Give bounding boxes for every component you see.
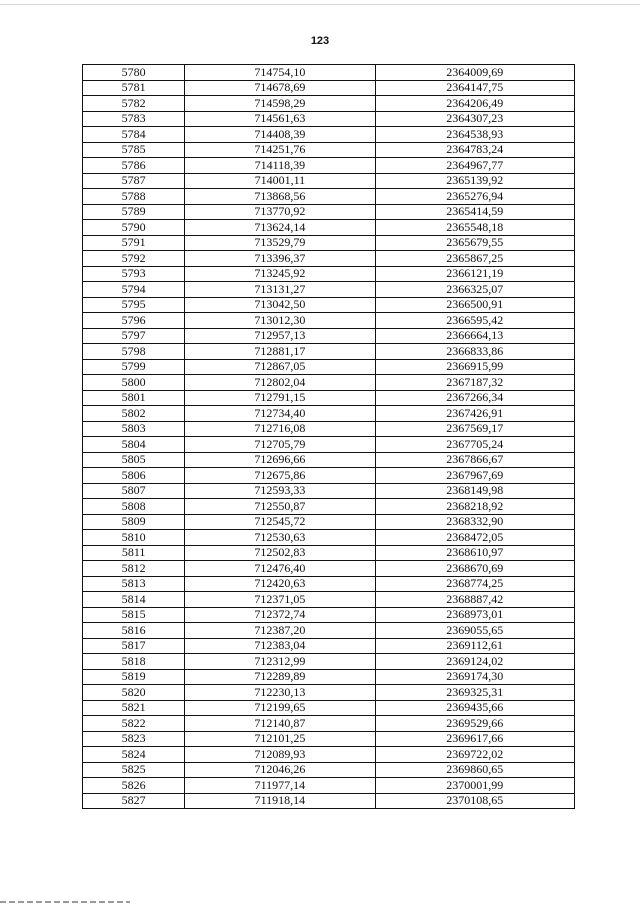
x-coordinate-cell: 712420,63 <box>185 576 375 592</box>
y-coordinate-cell: 2368149,98 <box>375 483 574 499</box>
x-coordinate-cell: 712371,05 <box>185 592 375 608</box>
x-coordinate-cell: 712199,65 <box>185 700 375 716</box>
y-coordinate-cell: 2364783,24 <box>375 142 574 158</box>
point-number-cell: 5806 <box>83 468 185 484</box>
point-number-cell: 5791 <box>83 235 185 251</box>
table-row <box>83 654 575 670</box>
point-number-cell: 5807 <box>83 483 185 499</box>
y-coordinate-cell: 2369617,66 <box>375 731 574 747</box>
table-row <box>83 328 575 344</box>
x-coordinate-cell: 712476,40 <box>185 561 375 577</box>
y-coordinate-cell: 2364147,75 <box>375 80 574 96</box>
point-number-cell: 5821 <box>83 700 185 716</box>
y-coordinate-cell: 2365679,55 <box>375 235 574 251</box>
x-coordinate-cell: 713396,37 <box>185 251 375 267</box>
y-coordinate-cell: 2369435,66 <box>375 700 574 716</box>
table-row <box>83 220 575 236</box>
table-row <box>83 235 575 251</box>
point-number-cell: 5809 <box>83 514 185 530</box>
x-coordinate-cell: 714118,39 <box>185 158 375 174</box>
y-coordinate-cell: 2367866,67 <box>375 452 574 468</box>
y-coordinate-cell: 2364538,93 <box>375 127 574 143</box>
point-number-cell: 5805 <box>83 452 185 468</box>
table-row <box>83 111 575 127</box>
x-coordinate-cell: 712881,17 <box>185 344 375 360</box>
y-coordinate-cell: 2367967,69 <box>375 468 574 484</box>
coordinates-table-body <box>83 65 575 809</box>
x-coordinate-cell: 712802,04 <box>185 375 375 391</box>
x-coordinate-cell: 712101,25 <box>185 731 375 747</box>
table-row <box>83 638 575 654</box>
table-row <box>83 80 575 96</box>
y-coordinate-cell: 2368610,97 <box>375 545 574 561</box>
point-number-cell: 5798 <box>83 344 185 360</box>
table-row <box>83 421 575 437</box>
y-coordinate-cell: 2369055,65 <box>375 623 574 639</box>
x-coordinate-cell: 713868,56 <box>185 189 375 205</box>
y-coordinate-cell: 2366915,99 <box>375 359 574 375</box>
x-coordinate-cell: 712867,05 <box>185 359 375 375</box>
y-coordinate-cell: 2366664,13 <box>375 328 574 344</box>
y-coordinate-cell: 2367187,32 <box>375 375 574 391</box>
point-number-cell: 5784 <box>83 127 185 143</box>
table-row <box>83 173 575 189</box>
point-number-cell: 5780 <box>83 65 185 81</box>
y-coordinate-cell: 2365139,92 <box>375 173 574 189</box>
table-row <box>83 266 575 282</box>
table-row <box>83 452 575 468</box>
table-row <box>83 359 575 375</box>
y-coordinate-cell: 2368218,92 <box>375 499 574 515</box>
y-coordinate-cell: 2368332,90 <box>375 514 574 530</box>
x-coordinate-cell: 713529,79 <box>185 235 375 251</box>
point-number-cell: 5814 <box>83 592 185 608</box>
y-coordinate-cell: 2366833,86 <box>375 344 574 360</box>
y-coordinate-cell: 2369722,02 <box>375 747 574 763</box>
table-row <box>83 313 575 329</box>
x-coordinate-cell: 712289,89 <box>185 669 375 685</box>
y-coordinate-cell: 2364967,77 <box>375 158 574 174</box>
table-row <box>83 716 575 732</box>
x-coordinate-cell: 714561,63 <box>185 111 375 127</box>
x-coordinate-cell: 712230,13 <box>185 685 375 701</box>
y-coordinate-cell: 2367569,17 <box>375 421 574 437</box>
y-coordinate-cell: 2368774,25 <box>375 576 574 592</box>
x-coordinate-cell: 714754,10 <box>185 65 375 81</box>
x-coordinate-cell: 712545,72 <box>185 514 375 530</box>
point-number-cell: 5795 <box>83 297 185 313</box>
point-number-cell: 5815 <box>83 607 185 623</box>
table-row <box>83 96 575 112</box>
table-row <box>83 545 575 561</box>
x-coordinate-cell: 712387,20 <box>185 623 375 639</box>
x-coordinate-cell: 714598,29 <box>185 96 375 112</box>
x-coordinate-cell: 712089,93 <box>185 747 375 763</box>
point-number-cell: 5819 <box>83 669 185 685</box>
point-number-cell: 5813 <box>83 576 185 592</box>
x-coordinate-cell: 712502,83 <box>185 545 375 561</box>
y-coordinate-cell: 2364307,23 <box>375 111 574 127</box>
point-number-cell: 5825 <box>83 762 185 778</box>
point-number-cell: 5800 <box>83 375 185 391</box>
table-row <box>83 468 575 484</box>
point-number-cell: 5781 <box>83 80 185 96</box>
x-coordinate-cell: 712705,79 <box>185 437 375 453</box>
table-row <box>83 344 575 360</box>
table-row <box>83 499 575 515</box>
table-row <box>83 561 575 577</box>
table-row <box>83 375 575 391</box>
x-coordinate-cell: 712957,13 <box>185 328 375 344</box>
x-coordinate-cell: 712675,86 <box>185 468 375 484</box>
y-coordinate-cell: 2365414,59 <box>375 204 574 220</box>
y-coordinate-cell: 2369112,61 <box>375 638 574 654</box>
x-coordinate-cell: 712593,33 <box>185 483 375 499</box>
y-coordinate-cell: 2369860,65 <box>375 762 574 778</box>
point-number-cell: 5787 <box>83 173 185 189</box>
table-row <box>83 158 575 174</box>
y-coordinate-cell: 2366595,42 <box>375 313 574 329</box>
point-number-cell: 5782 <box>83 96 185 112</box>
y-coordinate-cell: 2370108,65 <box>375 793 574 809</box>
table-row <box>83 685 575 701</box>
x-coordinate-cell: 712791,15 <box>185 390 375 406</box>
y-coordinate-cell: 2367426,91 <box>375 406 574 422</box>
table-row <box>83 282 575 298</box>
point-number-cell: 5790 <box>83 220 185 236</box>
point-number-cell: 5818 <box>83 654 185 670</box>
table-row <box>83 576 575 592</box>
point-number-cell: 5799 <box>83 359 185 375</box>
point-number-cell: 5810 <box>83 530 185 546</box>
point-number-cell: 5794 <box>83 282 185 298</box>
y-coordinate-cell: 2366500,91 <box>375 297 574 313</box>
table-row <box>83 127 575 143</box>
table-row <box>83 142 575 158</box>
x-coordinate-cell: 712550,87 <box>185 499 375 515</box>
table-row <box>83 437 575 453</box>
point-number-cell: 5804 <box>83 437 185 453</box>
table-row <box>83 669 575 685</box>
table-row <box>83 747 575 763</box>
point-number-cell: 5802 <box>83 406 185 422</box>
y-coordinate-cell: 2368887,42 <box>375 592 574 608</box>
table-row <box>83 297 575 313</box>
point-number-cell: 5783 <box>83 111 185 127</box>
x-coordinate-cell: 714251,76 <box>185 142 375 158</box>
x-coordinate-cell: 712372,74 <box>185 607 375 623</box>
y-coordinate-cell: 2366325,07 <box>375 282 574 298</box>
table-row <box>83 406 575 422</box>
y-coordinate-cell: 2365867,25 <box>375 251 574 267</box>
point-number-cell: 5796 <box>83 313 185 329</box>
x-coordinate-cell: 713042,50 <box>185 297 375 313</box>
point-number-cell: 5808 <box>83 499 185 515</box>
table-row <box>83 65 575 81</box>
table-row <box>83 483 575 499</box>
point-number-cell: 5797 <box>83 328 185 344</box>
x-coordinate-cell: 714408,39 <box>185 127 375 143</box>
y-coordinate-cell: 2369174,30 <box>375 669 574 685</box>
y-coordinate-cell: 2365548,18 <box>375 220 574 236</box>
table-row <box>83 592 575 608</box>
x-coordinate-cell: 713012,30 <box>185 313 375 329</box>
table-row <box>83 251 575 267</box>
table-row <box>83 514 575 530</box>
y-coordinate-cell: 2364206,49 <box>375 96 574 112</box>
point-number-cell: 5792 <box>83 251 185 267</box>
y-coordinate-cell: 2370001,99 <box>375 778 574 794</box>
table-row <box>83 390 575 406</box>
y-coordinate-cell: 2367705,24 <box>375 437 574 453</box>
top-rule <box>0 4 640 5</box>
y-coordinate-cell: 2364009,69 <box>375 65 574 81</box>
x-coordinate-cell: 713770,92 <box>185 204 375 220</box>
y-coordinate-cell: 2369124,02 <box>375 654 574 670</box>
x-coordinate-cell: 714001,11 <box>185 173 375 189</box>
point-number-cell: 5823 <box>83 731 185 747</box>
table-row <box>83 189 575 205</box>
table-row <box>83 778 575 794</box>
y-coordinate-cell: 2365276,94 <box>375 189 574 205</box>
table-row <box>83 793 575 809</box>
point-number-cell: 5801 <box>83 390 185 406</box>
point-number-cell: 5820 <box>83 685 185 701</box>
y-coordinate-cell: 2366121,19 <box>375 266 574 282</box>
point-number-cell: 5827 <box>83 793 185 809</box>
y-coordinate-cell: 2369529,66 <box>375 716 574 732</box>
y-coordinate-cell: 2369325,31 <box>375 685 574 701</box>
x-coordinate-cell: 712716,08 <box>185 421 375 437</box>
x-coordinate-cell: 713131,27 <box>185 282 375 298</box>
x-coordinate-cell: 713624,14 <box>185 220 375 236</box>
point-number-cell: 5826 <box>83 778 185 794</box>
table-row <box>83 607 575 623</box>
x-coordinate-cell: 711918,14 <box>185 793 375 809</box>
x-coordinate-cell: 713245,92 <box>185 266 375 282</box>
point-number-cell: 5812 <box>83 561 185 577</box>
point-number-cell: 5789 <box>83 204 185 220</box>
x-coordinate-cell: 712140,87 <box>185 716 375 732</box>
table-row <box>83 762 575 778</box>
point-number-cell: 5788 <box>83 189 185 205</box>
point-number-cell: 5793 <box>83 266 185 282</box>
x-coordinate-cell: 712383,04 <box>185 638 375 654</box>
coordinates-table <box>82 64 575 809</box>
x-coordinate-cell: 714678,69 <box>185 80 375 96</box>
y-coordinate-cell: 2368472,05 <box>375 530 574 546</box>
point-number-cell: 5785 <box>83 142 185 158</box>
y-coordinate-cell: 2367266,34 <box>375 390 574 406</box>
point-number-cell: 5803 <box>83 421 185 437</box>
point-number-cell: 5817 <box>83 638 185 654</box>
table-row <box>83 731 575 747</box>
x-coordinate-cell: 712734,40 <box>185 406 375 422</box>
table-row <box>83 700 575 716</box>
table-row <box>83 204 575 220</box>
point-number-cell: 5816 <box>83 623 185 639</box>
table-row <box>83 530 575 546</box>
x-coordinate-cell: 712696,66 <box>185 452 375 468</box>
y-coordinate-cell: 2368973,01 <box>375 607 574 623</box>
page-number: 123 <box>310 35 330 47</box>
x-coordinate-cell: 712312,99 <box>185 654 375 670</box>
x-coordinate-cell: 711977,14 <box>185 778 375 794</box>
point-number-cell: 5822 <box>83 716 185 732</box>
table-row <box>83 623 575 639</box>
point-number-cell: 5786 <box>83 158 185 174</box>
point-number-cell: 5811 <box>83 545 185 561</box>
x-coordinate-cell: 712046,26 <box>185 762 375 778</box>
y-coordinate-cell: 2368670,69 <box>375 561 574 577</box>
x-coordinate-cell: 712530,63 <box>185 530 375 546</box>
bottom-scan-mark <box>0 901 130 903</box>
point-number-cell: 5824 <box>83 747 185 763</box>
